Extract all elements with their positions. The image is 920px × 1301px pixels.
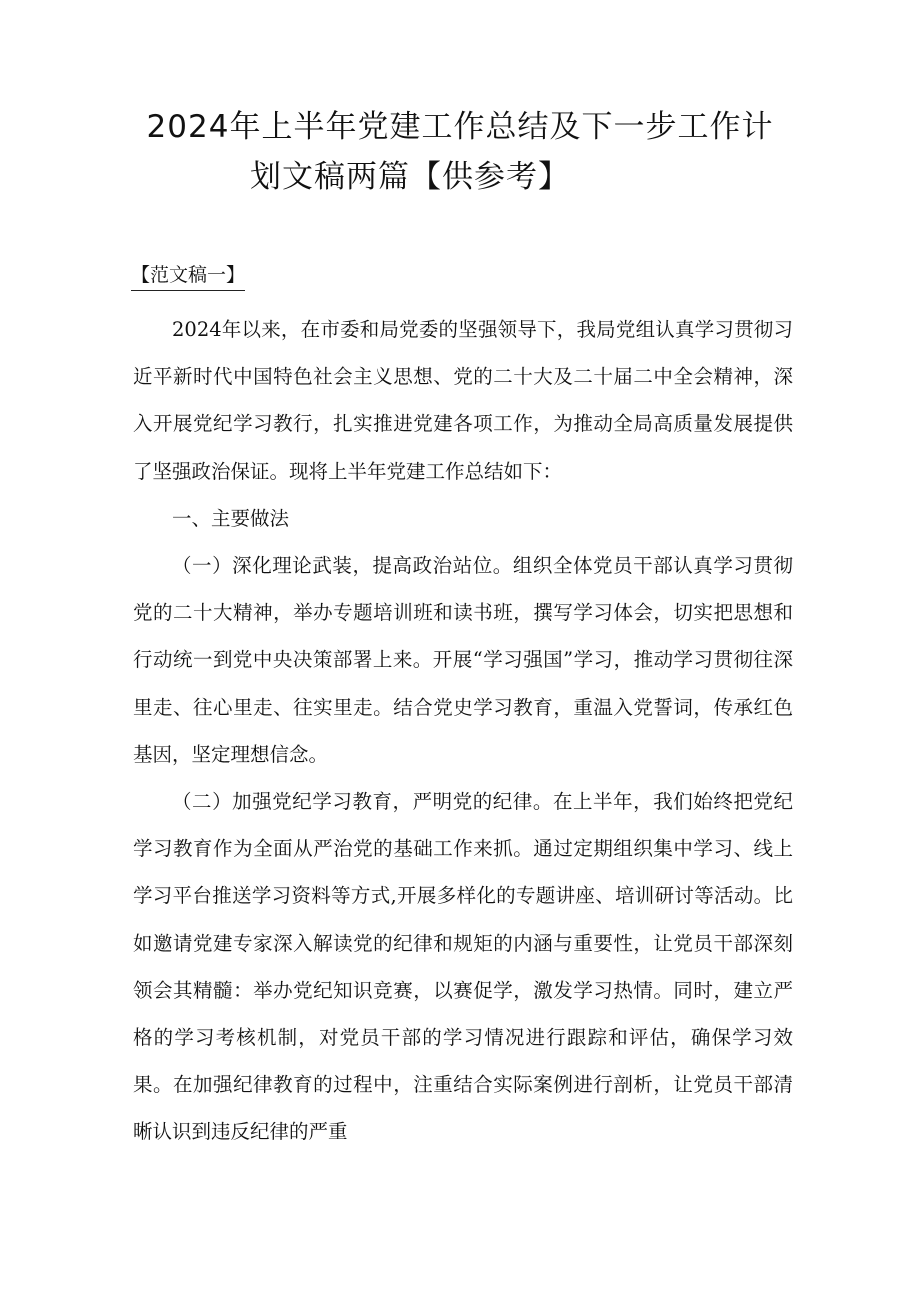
paragraph-theory: （一）深化理论武装，提高政治站位。组织全体党员干部认真学习贯彻党的二十大精神，举办专题培训班和读书班，撰写学习体会，切实把思想和行动统一到党中央决策部署上来。开展“学习强国”学习，推动学习贯彻往深里走、往心里走、往实里走。结合党史学习教育，重温入党誓词，传承红色基因，坚定理想信念。	[133, 554, 793, 766]
paragraph-intro: 2024年以来，在市委和局党委的坚强领导下，我局党组认真学习贯彻习近平新时代中国特色社会主义思想、党的二十大及二十届二中全会精神，深入开展党纪学习教行，扎实推进党建各项工作，为推动全局高质量发展提供了坚强政治保证。现将上半年党建工作总结如下：	[133, 318, 793, 483]
document-title	[0, 102, 920, 202]
section-label: 【范文稿一】	[131, 260, 245, 291]
paragraph-discipline: （二）加强党纪学习教育，严明党的纪律。在上半年，我们始终把党纪学习教育作为全面从严治党的基础工作来抓。通过定期组织集中学习、线上学习平台推送学习资料等方式,开展多样化的专题讲座、培训研讨等活动。比如邀请党建专家深入解读党的纪律和规矩的内涵与重要性，让党员干部深刻领会其精髓：举办党纪知识竞赛，以赛促学，激发学习热情。同时，建立严格的学习考核机制，对党员干部的学习情况进行跟踪和评估，确保学习效果。在加强纪律教育的过程中，注重结合实际案例进行剖析，让党员干部清晰认识到违反纪律的严重	[133, 790, 793, 1144]
title-line-2: 划文稿两篇【供参考】	[250, 159, 570, 195]
heading-main-practices: 一、主要做法	[172, 506, 290, 530]
document-body	[133, 306, 793, 1156]
title-line-1: 2024年上半年党建工作总结及下一步工作计	[146, 109, 774, 145]
